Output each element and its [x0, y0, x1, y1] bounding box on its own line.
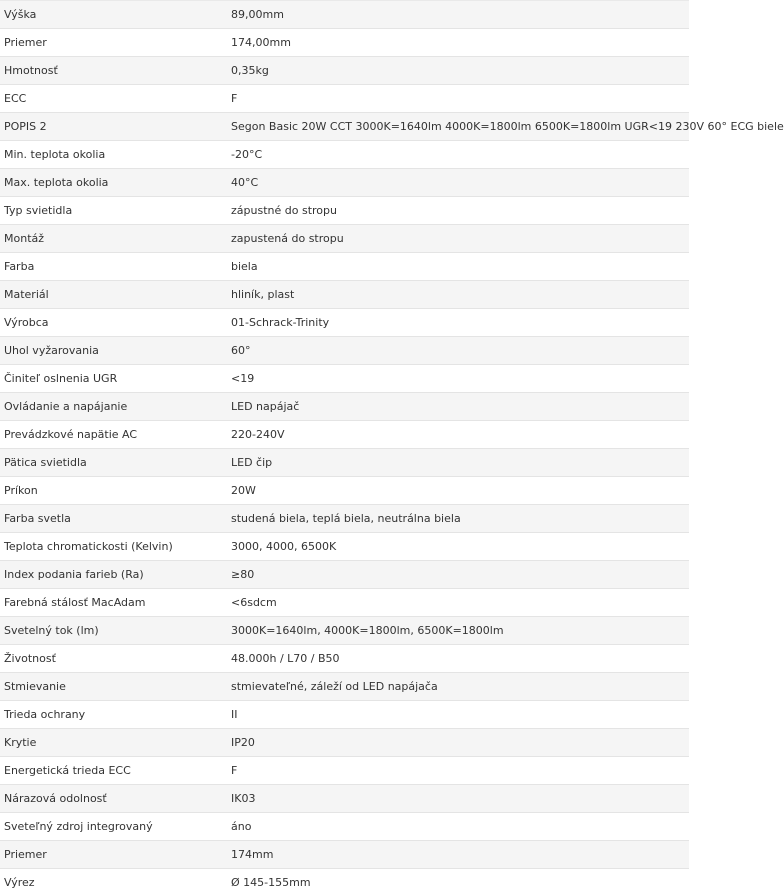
- spec-row: [0, 505, 689, 533]
- spec-value: ≥80: [226, 561, 689, 589]
- spec-label: Max. teplota okolia: [0, 169, 226, 197]
- spec-value: <19: [226, 365, 689, 393]
- spec-label: Uhol vyžarovania: [0, 337, 226, 365]
- spec-value: LED napájač: [226, 393, 689, 421]
- spec-row: [0, 617, 689, 645]
- spec-row: [0, 757, 689, 785]
- spec-label: Teplota chromatickosti (Kelvin): [0, 533, 226, 561]
- spec-value: studená biela, teplá biela, neutrálna biela: [226, 505, 689, 533]
- spec-row: [0, 393, 689, 421]
- spec-label: Životnosť: [0, 645, 226, 673]
- spec-value: -20°C: [226, 141, 689, 169]
- spec-row: [0, 225, 689, 253]
- spec-value: 40°C: [226, 169, 689, 197]
- spec-value: 0,35kg: [226, 57, 689, 85]
- spec-value: 3000, 4000, 6500K: [226, 533, 689, 561]
- spec-value: áno: [226, 813, 689, 841]
- spec-value: IP20: [226, 729, 689, 757]
- spec-value: 174,00mm: [226, 29, 689, 57]
- spec-row: [0, 673, 689, 701]
- spec-row: [0, 449, 689, 477]
- spec-value: 220-240V: [226, 421, 689, 449]
- spec-label: Hmotnosť: [0, 57, 226, 85]
- spec-row: [0, 841, 689, 869]
- spec-row: [0, 729, 689, 757]
- spec-value: biela: [226, 253, 689, 281]
- spec-label: Výrobca: [0, 309, 226, 337]
- spec-row: [0, 869, 689, 896]
- spec-label: Trieda ochrany: [0, 701, 226, 729]
- spec-value: 60°: [226, 337, 689, 365]
- spec-row: [0, 701, 689, 729]
- spec-label: Typ svietidla: [0, 197, 226, 225]
- spec-label: Index podania farieb (Ra): [0, 561, 226, 589]
- spec-value: 174mm: [226, 841, 689, 869]
- spec-label: Príkon: [0, 477, 226, 505]
- spec-row: [0, 85, 689, 113]
- spec-label: Pätica svietidla: [0, 449, 226, 477]
- spec-row: [0, 785, 689, 813]
- spec-row: [0, 29, 689, 57]
- spec-row: [0, 813, 689, 841]
- spec-label: Montáž: [0, 225, 226, 253]
- spec-label: Farba svetla: [0, 505, 226, 533]
- spec-value: zápustné do stropu: [226, 197, 689, 225]
- spec-row: [0, 561, 689, 589]
- spec-row: [0, 337, 689, 365]
- spec-value: 89,00mm: [226, 1, 689, 29]
- spec-row: [0, 113, 689, 141]
- spec-label: POPIS 2: [0, 113, 226, 141]
- spec-value: 3000K=1640lm, 4000K=1800lm, 6500K=1800lm: [226, 617, 689, 645]
- spec-label: ECC: [0, 85, 226, 113]
- spec-row: [0, 141, 689, 169]
- spec-label: Výrez: [0, 869, 226, 896]
- spec-label: Ovládanie a napájanie: [0, 393, 226, 421]
- spec-row: [0, 281, 689, 309]
- spec-value: LED čip: [226, 449, 689, 477]
- spec-label: Činiteľ oslnenia UGR: [0, 365, 226, 393]
- spec-label: Energetická trieda ECC: [0, 757, 226, 785]
- spec-row: [0, 309, 689, 337]
- spec-row: [0, 57, 689, 85]
- spec-label: Prevádzkové napätie AC: [0, 421, 226, 449]
- spec-value: F: [226, 757, 689, 785]
- spec-label: Priemer: [0, 29, 226, 57]
- spec-table-body: [0, 1, 689, 896]
- spec-value: 48.000h / L70 / B50: [226, 645, 689, 673]
- spec-row: [0, 533, 689, 561]
- spec-label: Min. teplota okolia: [0, 141, 226, 169]
- spec-label: Farba: [0, 253, 226, 281]
- spec-label: Priemer: [0, 841, 226, 869]
- spec-row: [0, 253, 689, 281]
- spec-row: [0, 1, 689, 29]
- spec-value: <6sdcm: [226, 589, 689, 617]
- spec-value: II: [226, 701, 689, 729]
- spec-value: 01-Schrack-Trinity: [226, 309, 689, 337]
- spec-label: Stmievanie: [0, 673, 226, 701]
- spec-value: Segon Basic 20W CCT 3000K=1640lm 4000K=1800lm 6500K=1800lm UGR<19 230V 60° ECG biele: [226, 113, 689, 141]
- spec-label: Materiál: [0, 281, 226, 309]
- spec-value: Ø 145-155mm: [226, 869, 689, 896]
- spec-label: Farebná stálosť MacAdam: [0, 589, 226, 617]
- spec-value: 20W: [226, 477, 689, 505]
- spec-row: [0, 365, 689, 393]
- spec-value: hliník, plast: [226, 281, 689, 309]
- spec-label: Sveteľný zdroj integrovaný: [0, 813, 226, 841]
- spec-label: Výška: [0, 1, 226, 29]
- spec-value: IK03: [226, 785, 689, 813]
- spec-row: [0, 169, 689, 197]
- spec-row: [0, 645, 689, 673]
- spec-label: Nárazová odolnosť: [0, 785, 226, 813]
- spec-row: [0, 197, 689, 225]
- spec-label: Krytie: [0, 729, 226, 757]
- spec-value: stmievateľné, záleží od LED napájača: [226, 673, 689, 701]
- spec-value: F: [226, 85, 689, 113]
- spec-row: [0, 477, 689, 505]
- spec-value: zapustená do stropu: [226, 225, 689, 253]
- spec-label: Svetelný tok (lm): [0, 617, 226, 645]
- spec-row: [0, 589, 689, 617]
- spec-row: [0, 421, 689, 449]
